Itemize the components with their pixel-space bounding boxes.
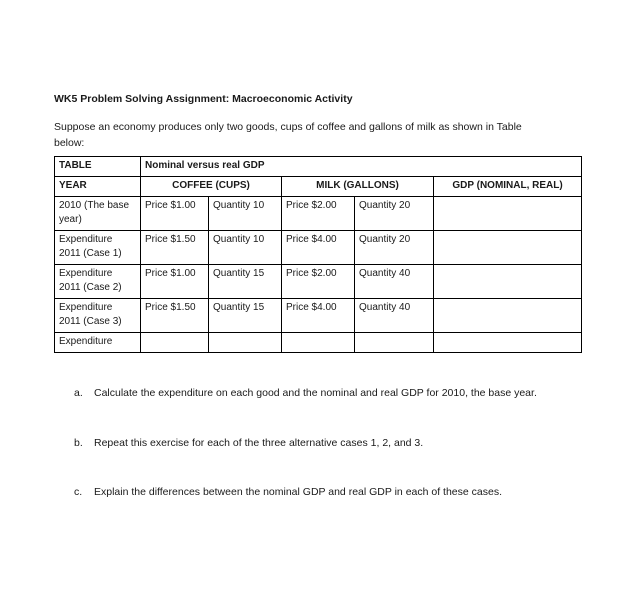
table-caption-row <box>55 157 582 177</box>
table-label: TABLE <box>55 157 141 177</box>
question-text: Repeat this exercise for each of the three alternative cases 1, 2, and 3. <box>94 437 424 449</box>
gdp-cell[interactable] <box>434 197 582 231</box>
question-b <box>74 437 423 449</box>
gdp-cell[interactable] <box>434 333 582 353</box>
coffee-quantity: Quantity 10 <box>209 197 282 231</box>
table-row <box>55 299 582 333</box>
question-label: b. <box>74 437 83 449</box>
header-milk: MILK (GALLONS) <box>282 177 434 197</box>
gdp-cell[interactable] <box>434 231 582 265</box>
intro-paragraph: Suppose an economy produces only two goods, cups of coffee and gallons of milk as shown in Table below: <box>54 121 522 149</box>
row-year: Expenditure 2011 (Case 3) <box>55 299 141 333</box>
coffee-quantity: Quantity 15 <box>209 299 282 333</box>
table-row <box>55 231 582 265</box>
milk-price: Price $4.00 <box>282 231 355 265</box>
empty-cell[interactable] <box>209 333 282 353</box>
milk-price: Price $2.00 <box>282 197 355 231</box>
table-row <box>55 333 582 353</box>
milk-quantity: Quantity 20 <box>355 197 434 231</box>
question-text: Calculate the expenditure on each good and the nominal and real GDP for 2010, the base year. <box>94 387 537 399</box>
header-gdp: GDP (NOMINAL, REAL) <box>434 177 582 197</box>
row-year: Expenditure <box>55 333 141 353</box>
milk-quantity: Quantity 40 <box>355 265 434 299</box>
question-label: c. <box>74 486 83 498</box>
empty-cell[interactable] <box>282 333 355 353</box>
coffee-price: Price $1.50 <box>141 299 209 333</box>
row-year: Expenditure 2011 (Case 1) <box>55 231 141 265</box>
gdp-cell[interactable] <box>434 299 582 333</box>
gdp-table <box>54 156 582 353</box>
header-coffee: COFFEE (CUPS) <box>141 177 282 197</box>
question-text: Explain the differences between the nominal GDP and real GDP in each of these cases. <box>94 486 502 498</box>
question-c <box>74 486 502 498</box>
header-year: YEAR <box>55 177 141 197</box>
gdp-cell[interactable] <box>434 265 582 299</box>
row-year: Expenditure 2011 (Case 2) <box>55 265 141 299</box>
coffee-price: Price $1.00 <box>141 265 209 299</box>
table-row <box>55 197 582 231</box>
question-label: a. <box>74 387 83 399</box>
document-title: WK5 Problem Solving Assignment: Macroeconomic Activity <box>54 93 353 105</box>
table-header-row <box>55 177 582 197</box>
row-year: 2010 (The base year) <box>55 197 141 231</box>
milk-price: Price $4.00 <box>282 299 355 333</box>
coffee-price: Price $1.50 <box>141 231 209 265</box>
coffee-quantity: Quantity 10 <box>209 231 282 265</box>
milk-price: Price $2.00 <box>282 265 355 299</box>
milk-quantity: Quantity 20 <box>355 231 434 265</box>
coffee-price: Price $1.00 <box>141 197 209 231</box>
table-row <box>55 265 582 299</box>
coffee-quantity: Quantity 15 <box>209 265 282 299</box>
question-a <box>74 387 537 399</box>
empty-cell[interactable] <box>355 333 434 353</box>
empty-cell[interactable] <box>141 333 209 353</box>
milk-quantity: Quantity 40 <box>355 299 434 333</box>
table-caption: Nominal versus real GDP <box>141 157 582 177</box>
